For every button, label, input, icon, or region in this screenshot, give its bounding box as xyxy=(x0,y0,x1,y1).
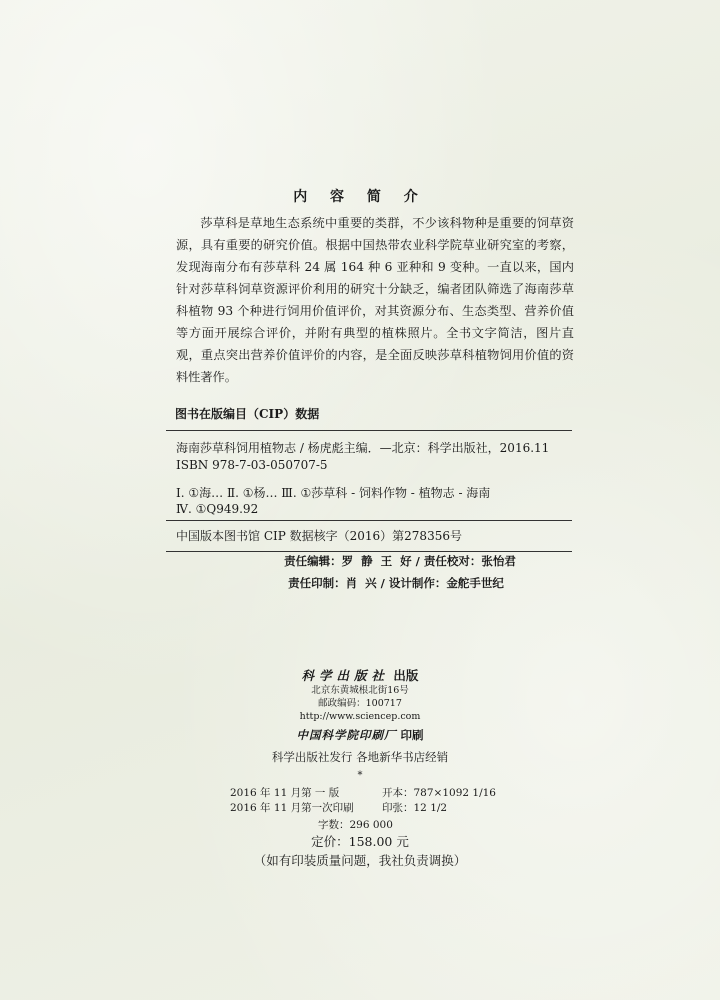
printed-sheets: 印张：12 1/2 xyxy=(382,802,448,814)
printer-suffix: 印刷 xyxy=(400,728,424,742)
first-edition: 2016 年 11 月第 一 版 xyxy=(230,787,340,799)
cip-bibliographic-line: 海南莎草科饲用植物志 / 杨虎彪主编．—北京：科学出版社，2016.11 xyxy=(176,441,550,455)
publisher-seal-text: 科学出版社 xyxy=(301,668,390,683)
price: 定价：158.00 元 xyxy=(311,834,409,849)
cip-title: 图书在版编目（CIP）数据 xyxy=(175,407,320,421)
first-printing: 2016 年 11 月第一次印刷 xyxy=(230,802,354,814)
publisher-suffix: 出版 xyxy=(393,668,419,683)
publisher-postcode: 邮政编码：100717 xyxy=(318,698,402,709)
printer-line xyxy=(0,727,720,743)
production-credits: 责任印制：肖 兴 / 设计制作：金舵手世纪 xyxy=(288,576,504,590)
quality-notice: （如有印装质量问题，我社负责调换） xyxy=(253,853,467,868)
cip-record-number: 中国版本图书馆 CIP 数据核字（2016）第278356号 xyxy=(176,529,462,543)
cip-isbn: ISBN 978-7-03-050707-5 xyxy=(176,458,328,472)
publisher-block xyxy=(0,666,720,781)
cip-bottom-rule xyxy=(166,551,572,552)
publisher-name xyxy=(0,666,720,684)
publisher-address: 北京东黄城根北街16号 xyxy=(311,685,409,696)
book-format: 开本：787×1092 1/16 xyxy=(382,787,496,799)
editor-credits: 责任编辑：罗 静 王 好 / 责任校对：张怡君 xyxy=(284,554,516,568)
summary-paragraph: 莎草科是草地生态系统中重要的类群，不少该科物种是重要的饲草资源，具有重要的研究价值。根据中国热带农业科学院草业研究室的考察，发现海南分布有莎草科 24 属 164 种 6 亚种和 9 变种。一直以来，国内针对莎草科饲草资源评价利用的研究十分缺乏，编者团队筛选了海南莎草科植物 93 个种进行饲用价值评价，对其资源分布、生态类型、营养价值等方面开展综合评价，并附有典型的植株照片。全书文字简洁，图片直观，重点突出营养价值评价的内容，是全面反映莎草科植物饲用价值的资料性著作。 xyxy=(176,216,574,384)
cip-subject-line: Ⅰ. ①海… Ⅱ. ①杨… Ⅲ. ①莎草科 - 饲料作物 - 植物志 - 海南 xyxy=(176,486,491,500)
summary-body xyxy=(176,212,574,388)
word-count: 字数：296 000 xyxy=(318,819,393,831)
cip-classification: Ⅳ. ①Q949.92 xyxy=(176,502,259,516)
summary-heading: 内 容 简 介 xyxy=(293,189,427,205)
cip-middle-rule xyxy=(166,520,572,521)
cip-top-rule xyxy=(166,430,572,431)
printer-seal-text: 中国科学院印刷厂 xyxy=(296,728,397,742)
distribution-line: 科学出版社发行 各地新华书店经销 xyxy=(271,750,449,764)
publisher-url: http://www.sciencep.com xyxy=(299,711,421,722)
separator-star: * xyxy=(357,770,363,781)
